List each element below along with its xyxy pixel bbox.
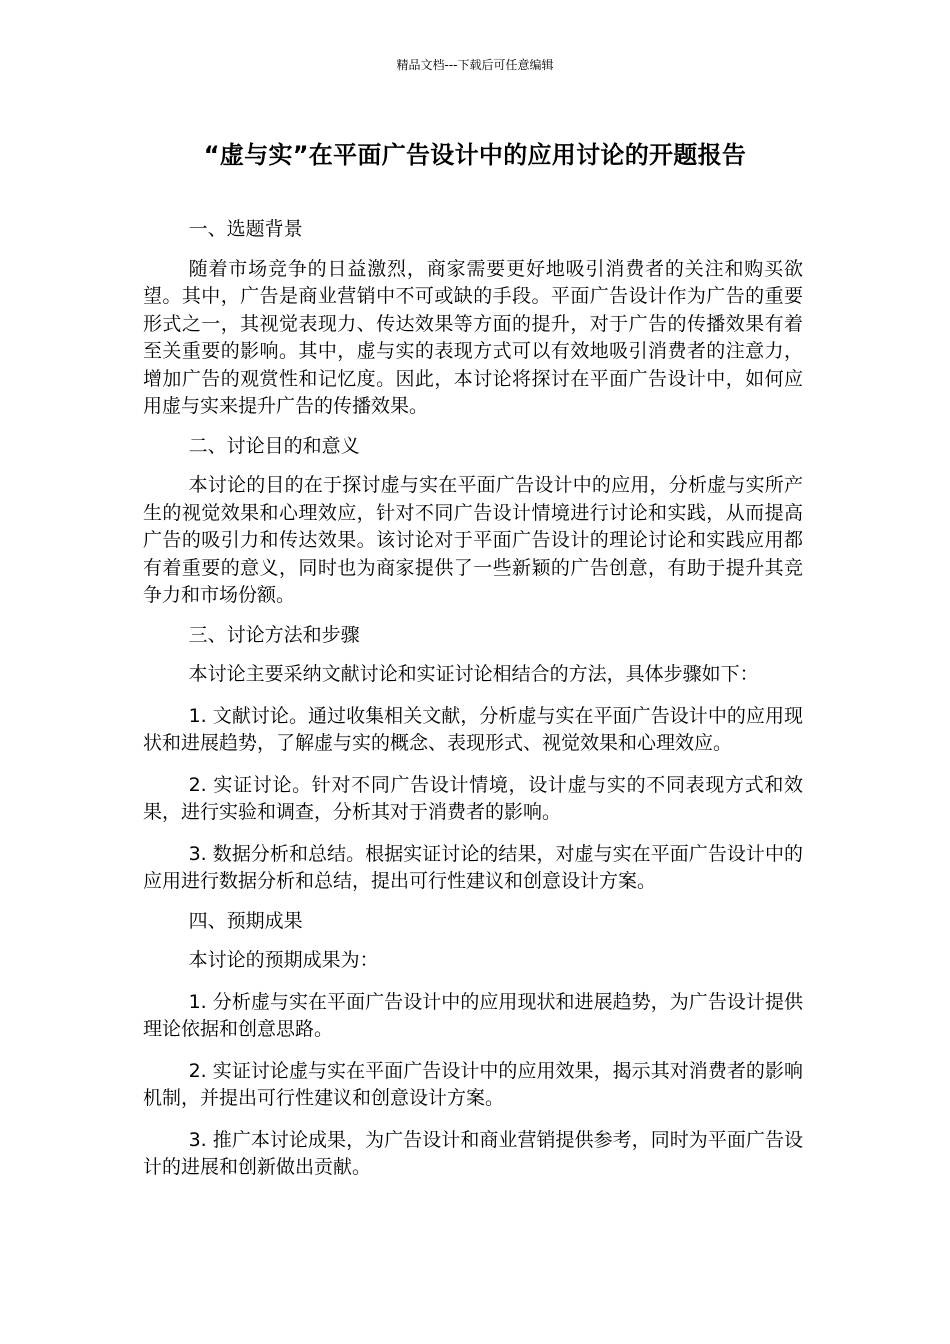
section-heading-method: 三、讨论方法和步骤 — [188, 623, 360, 646]
list-item-method-3: 3. 数据分析和总结。根据实证讨论的结果，对虚与实在平面广告设计中的应用进行数据分析和总结，提出可行性建议和创意设计方案。 — [143, 842, 803, 892]
paragraph-purpose: 本讨论的目的在于探讨虚与实在平面广告设计中的应用，分析虚与实所产生的视觉效果和心理效应，针对不同广告设计情境进行讨论和实践，从而提高广告的吸引力和传达效果。该讨论对于平面广告设计的理论讨论和实践应用都有着重要的意义，同时也为商家提供了一些新颖的广告创意，有助于提升其竞争力和市场份额。 — [143, 474, 803, 606]
paragraph-outcomes-intro: 本讨论的预期成果为： — [188, 949, 379, 971]
list-item-outcome-2: 2. 实证讨论虚与实在平面广告设计中的应用效果，揭示其对消费者的影响机制，并提出可行性建议和创意设计方案。 — [143, 1059, 803, 1109]
header-note: 精品文档---下载后可任意编辑 — [396, 58, 554, 72]
list-item-outcome-3: 3. 推广本讨论成果，为广告设计和商业营销提供参考，同时为平面广告设计的进展和创新做出贡献。 — [143, 1128, 803, 1178]
paragraph-method-intro: 本讨论主要采纳文献讨论和实证讨论相结合的方法，具体步骤如下： — [188, 663, 759, 685]
section-heading-purpose: 二、讨论目的和意义 — [188, 434, 360, 457]
document-body — [143, 216, 803, 1182]
paragraph-background: 随着市场竞争的日益激烈，商家需要更好地吸引消费者的关注和购买欲望。其中，广告是商业营销中不可或缺的手段。平面广告设计作为广告的重要形式之一，其视觉表现力、传达效果等方面的提升，对于广告的传播效果有着至关重要的影响。其中，虚与实的表现方式可以有效地吸引消费者的注意力，增加广告的观赏性和记忆度。因此，本讨论将探讨在平面广告设计中，如何应用虚与实来提升广告的传播效果。 — [143, 257, 803, 417]
document-title: “虚与实”在平面广告设计中的应用讨论的开题报告 — [203, 141, 747, 169]
list-item-method-1: 1. 文献讨论。通过收集相关文献，分析虚与实在平面广告设计中的应用现状和进展趋势，了解虚与实的概念、表现形式、视觉效果和心理效应。 — [143, 704, 803, 754]
section-heading-outcomes: 四、预期成果 — [188, 909, 303, 932]
list-item-outcome-1: 1. 分析虚与实在平面广告设计中的应用现状和进展趋势，为广告设计提供理论依据和创意思路。 — [143, 990, 803, 1040]
list-item-method-2: 2. 实证讨论。针对不同广告设计情境，设计虚与实的不同表现方式和效果，进行实验和调查，分析其对于消费者的影响。 — [143, 773, 803, 823]
section-heading-background: 一、选题背景 — [188, 218, 303, 240]
